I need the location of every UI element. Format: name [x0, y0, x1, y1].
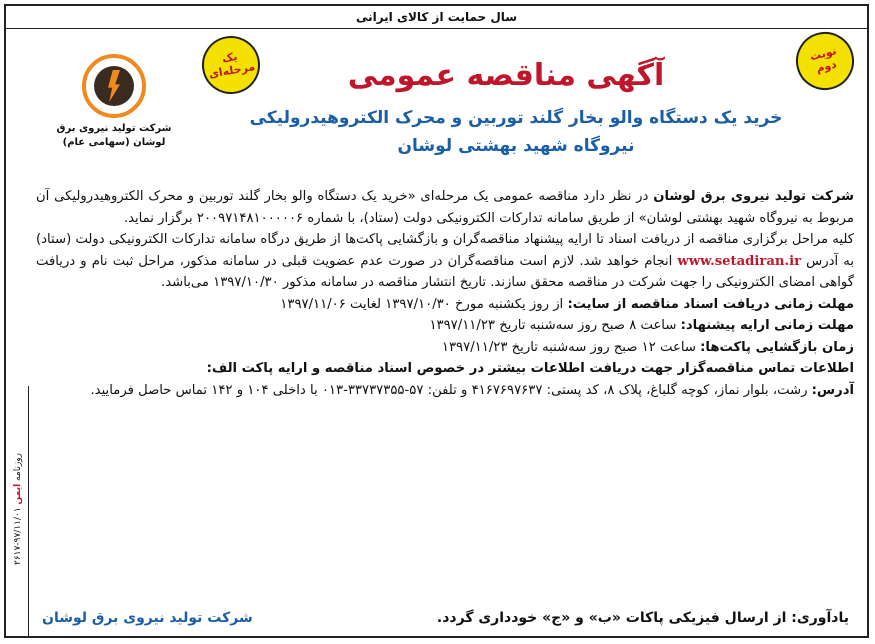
deadline-opening-label: زمان بازگشایی پاکت‌ها:: [700, 339, 854, 355]
setadiran-link[interactable]: www.setadiran.ir: [677, 253, 802, 269]
deadline-documents-label: مهلت زمانی دریافت اسناد مناقصه از سایت:: [567, 296, 854, 312]
footer-company: شرکت تولید نیروی برق لوشان: [42, 610, 253, 626]
address-text: رشت، بلوار نماز، کوچه گلباغ، پلاک ۸، کد پستی: ۴۱۶۷۶۹۷۶۳۷ و تلفن: ۵۷-۳۳۷۳۷۳۵۵-۰۱۳ با داخلی ۱۰۴ و ۱۴۲ تماس حاصل فرمایید.: [90, 382, 808, 398]
reminder-note: یادآوری: از ارسال فیزیکی پاکات «ب» و «ج» خودداری گردد.: [436, 610, 849, 626]
subtitle: [216, 104, 816, 160]
deadline-documents: [36, 294, 854, 316]
announcement-body: [36, 186, 854, 401]
deadline-proposal-label: مهلت زمانی ارایه پیشنهاد:: [680, 318, 854, 333]
side-strip-brand: ایمن: [13, 483, 23, 505]
top-banner: سال حمایت از کالای ایرانی: [6, 6, 867, 29]
page-title: آگهی مناقصه عمومی: [347, 58, 665, 93]
stage-badge: یک مرحله‌ای: [197, 31, 264, 98]
side-strip-text: [7, 389, 29, 629]
deadline-proposal-value: ساعت ۸ صبح روز سه‌شنبه تاریخ ۱۳۹۷/۱۱/۲۳: [429, 318, 677, 333]
address-label: آدرس:: [811, 382, 854, 398]
side-strip: [6, 386, 29, 636]
company-logo-block: [54, 54, 174, 149]
paragraph-1: [36, 186, 854, 229]
company-logo-icon: [82, 54, 146, 118]
paragraph-2-after: انجام خواهد شد. لازم است مناقصه‌گران در صورت عدم عضویت قبلی در سامانه مذکور، مراحل ثبت نام و دریافت گواهی امضای الکترونیکی را جهت شرکت در مناقصه محقق سازند. تاریخ انتشار مناقصه در سامانه مذکور ۱۳۹۷/۱۰/۳۰ می‌باشد.: [36, 253, 854, 290]
side-strip-code: ۹۷/۱۱/۰۱-۲۶۱۷: [13, 507, 23, 565]
company-name: شرکت تولید نیروی برق لوشان: [653, 189, 854, 204]
paragraph-2: [36, 229, 854, 294]
side-strip-prefix: روزنامه: [13, 453, 23, 481]
paragraph-2-before: کلیه مراحل برگزاری مناقصه از دریافت اسناد تا ارایه پیشنهاد مناقصه‌گران و بازگشایی پاکت‌ها از طریق درگاه سامانه تدارکات الکترونیکی دولت (ستاد) به آدرس: [36, 232, 854, 269]
deadline-opening-value: ساعت ۱۲ صبح روز سه‌شنبه تاریخ ۱۳۹۷/۱۱/۲۳: [441, 339, 696, 355]
deadline-documents-value: از روز یکشنبه مورخ ۱۳۹۷/۱۰/۳۰ لغایت ۱۳۹۷/۱۱/۰۶: [280, 296, 564, 312]
subtitle-line-1: خرید یک دستگاه والو بخار گلند توربین و محرک الکتروهیدرولیکی: [249, 108, 783, 128]
deadline-proposal: [36, 315, 854, 337]
contact-heading: اطلاعات تماس مناقصه‌گزار جهت دریافت اطلاعات بیشتر در خصوص اسناد مناقصه و ارایه پاکت الف:: [206, 361, 854, 376]
subtitle-line-2: نیروگاه شهید بهشتی لوشان: [397, 136, 635, 156]
deadline-opening: [36, 337, 854, 359]
advertisement-frame: [4, 4, 869, 638]
logo-caption: شرکت تولید نیروی برق لوشان (سهامی عام): [56, 123, 172, 148]
paragraph-1-text: در نظر دارد مناقصه عمومی یک مرحله‌ای «خرید یک دستگاه والو بخار گلند توربین و محرک الکتروهیدرولیکی آن مربوط به نیروگاه شهید بهشتی لوشان» از طریق سامانه تدارکات الکترونیکی دولت (ستاد)، با شماره ۲۰۰۹۷۱۴۸۱۰۰۰۰۰۶ برگزار نماید.: [36, 189, 854, 226]
address: [36, 380, 854, 402]
round-badge: نوبت دوم: [790, 26, 860, 96]
